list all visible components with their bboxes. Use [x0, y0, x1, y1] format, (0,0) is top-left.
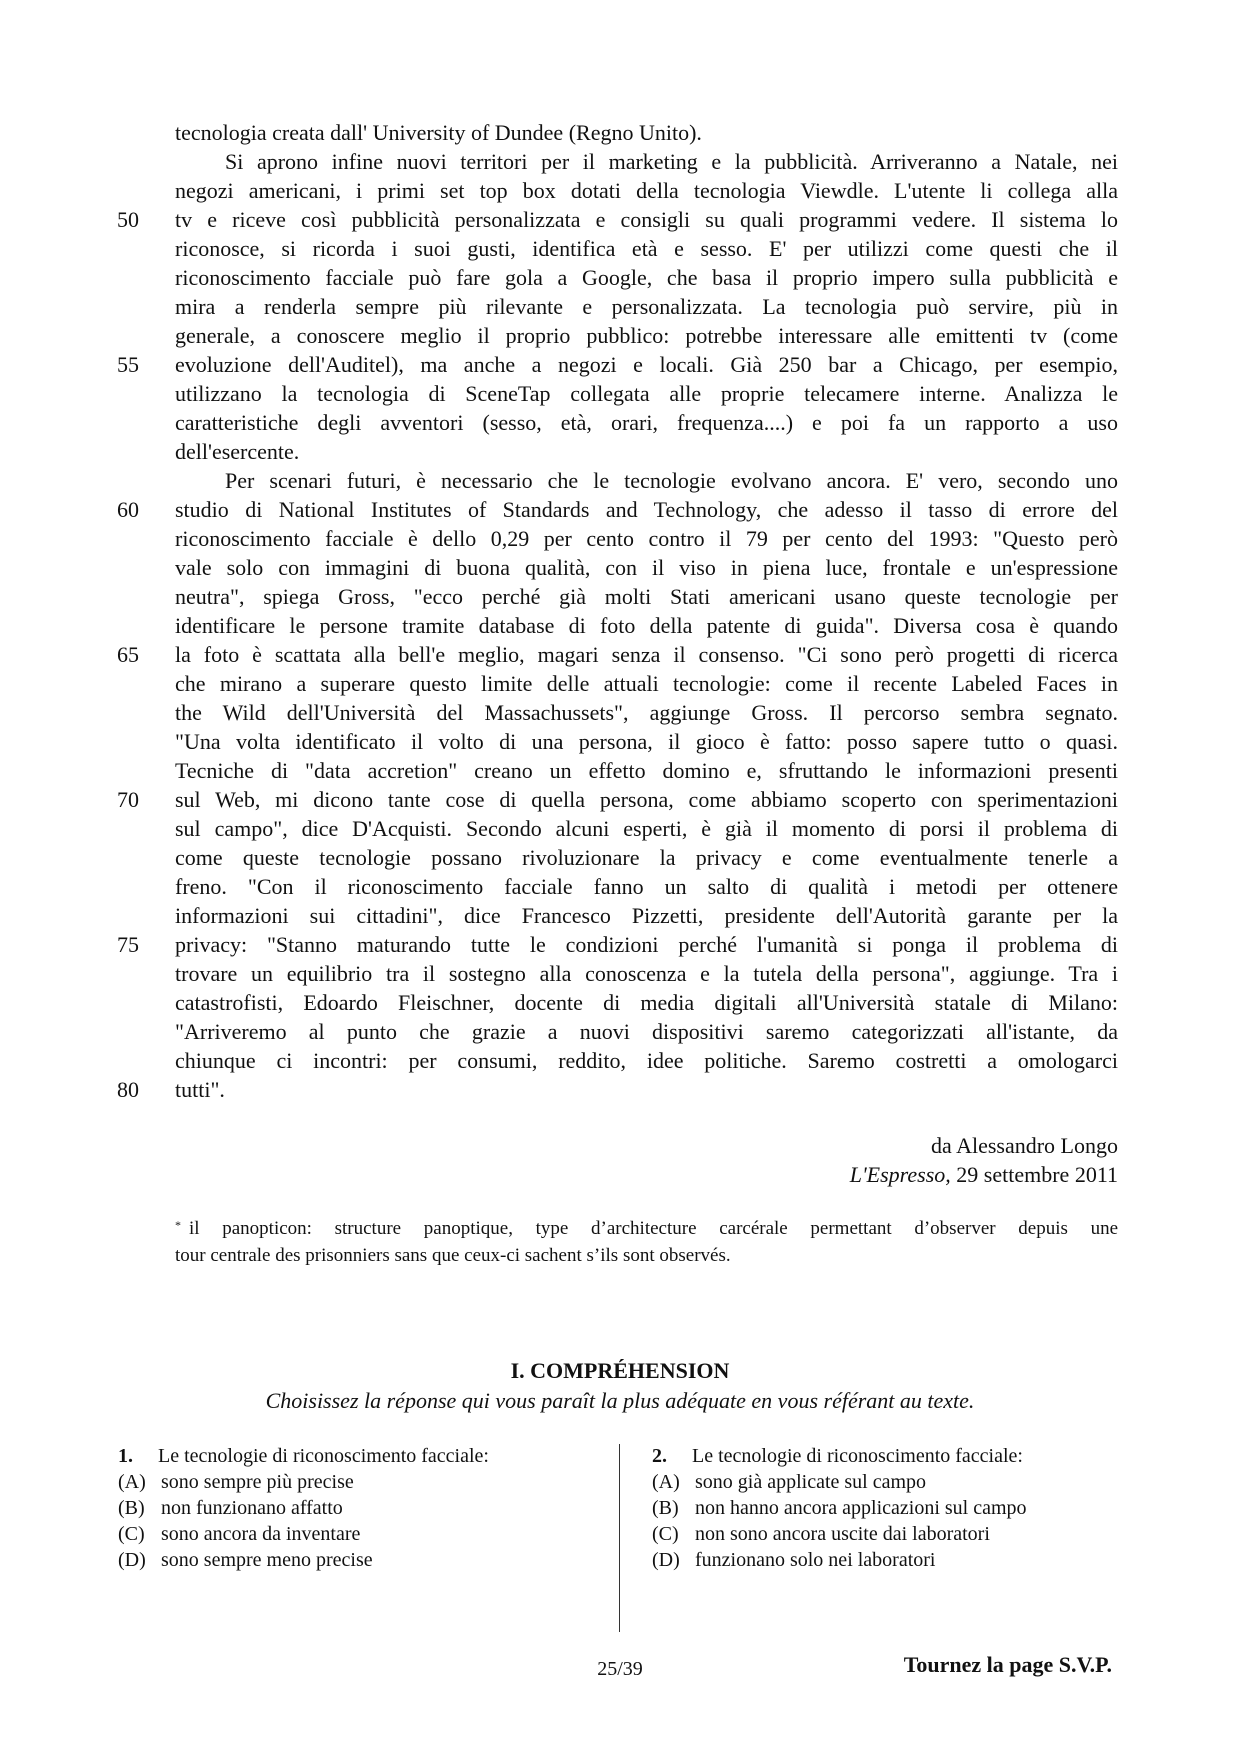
turn-page-note: Tournez la page S.V.P.: [903, 1652, 1112, 1677]
body-line: riconosce, si ricorda i suoi gusti, identifica età e sesso. E' per utilizzi come questi che il: [175, 236, 1118, 261]
body-line: trovare un equilibrio tra il sostegno alla conoscenza e la tutela della persona", aggiunge. Tra i: [175, 961, 1118, 986]
question-1: [118, 1443, 489, 1573]
body-line: identificare le persone tramite database di foto della patente di guida". Diversa cosa è quando: [175, 613, 1118, 638]
body-line: dell'esercente.: [175, 439, 300, 464]
body-line: informazioni sui cittadini", dice Francesco Pizzetti, presidente dell'Autorità garante per la: [175, 903, 1118, 928]
body-line: riconoscimento facciale è dello 0,29 per cento contro il 79 per cento del 1993: "Questo però: [175, 526, 1118, 551]
body-line: vale solo con immagini di buona qualità, con il viso in piena luce, frontale e un'espressione: [175, 555, 1118, 580]
body-line: catastrofisti, Edoardo Fleischner, docente di media digitali all'Università statale di Milano:: [175, 990, 1118, 1015]
body-line: tutti".: [175, 1077, 225, 1102]
question-text: Le tecnologie di riconoscimento facciale:: [692, 1445, 1023, 1467]
question-stem: [652, 1443, 1027, 1469]
body-line: caratteristiche degli avventori (sesso, età, orari, frequenza....) e poi fa un rapporto a uso: [175, 410, 1118, 435]
column-divider: [619, 1444, 620, 1632]
source-publication: [850, 1160, 1118, 1189]
body-line: evoluzione dell'Auditel), ma anche a negozi e locali. Già 250 bar a Chicago, per esempio,: [175, 352, 1118, 377]
body-line: "Arriveremo al punto che grazie a nuovi dispositivi saremo categorizzati all'istante, da: [175, 1019, 1118, 1044]
section-title: I. COMPRÉHENSION: [510, 1358, 730, 1383]
body-line: negozi americani, i primi set top box dotati della tecnologia Viewdle. L'utente li collega alla: [175, 178, 1118, 203]
question-number: 2.: [652, 1445, 667, 1467]
body-line: privacy: "Stanno maturando tutte le condizioni perché l'umanità si ponga il problema di: [175, 932, 1118, 957]
body-line: Si aprono infine nuovi territori per il marketing e la pubblicità. Arriveranno a Natale, nei: [225, 149, 1118, 174]
answer-option[interactable]: [118, 1547, 489, 1573]
option-letter: (A): [118, 1471, 146, 1493]
body-line: freno. "Con il riconoscimento facciale fanno un salto di qualità i metodi per ottenere: [175, 874, 1118, 899]
answer-option[interactable]: [652, 1495, 1027, 1521]
question-number: 1.: [118, 1445, 133, 1467]
question-stem: [118, 1443, 489, 1469]
option-text: sono ancora da inventare: [161, 1523, 361, 1545]
body-line: mira a renderla sempre più rilevante e personalizzata. La tecnologia può servire, più in: [175, 294, 1118, 319]
body-line: tecnologia creata dall' University of Dundee (Regno Unito).: [175, 120, 702, 145]
option-text: funzionano solo nei laboratori: [695, 1549, 936, 1571]
page-number: 25/39: [597, 1658, 643, 1680]
source-author: da Alessandro Longo: [931, 1133, 1118, 1158]
line-number: 75: [117, 932, 139, 957]
body-line: the Wild dell'Università del Massachussets", aggiunge Gross. Il percorso sembra segnato.: [175, 700, 1118, 725]
option-text: sono già applicate sul campo: [695, 1471, 927, 1493]
section-instruction: Choisissez la réponse qui vous paraît la plus adéquate en vous référant au texte.: [265, 1388, 975, 1413]
line-number: 60: [117, 497, 139, 522]
body-line: Per scenari futuri, è necessario che le tecnologie evolvano ancora. E' vero, secondo uno: [225, 468, 1118, 493]
body-line: la foto è scattata alla bell'e meglio, magari senza il consenso. "Ci sono però progetti di ricerca: [175, 642, 1118, 667]
option-letter: (D): [118, 1549, 146, 1571]
body-line: riconoscimento facciale può fare gola a Google, che basa il proprio impero sulla pubblicità e: [175, 265, 1118, 290]
answer-option[interactable]: [652, 1547, 1027, 1573]
option-text: non sono ancora uscite dai laboratori: [695, 1523, 990, 1545]
footnote-line: [175, 1215, 1118, 1242]
option-letter: (C): [118, 1523, 145, 1545]
option-text: sono sempre più precise: [161, 1471, 354, 1493]
body-line: sul campo", dice D'Acquisti. Secondo alcuni esperti, è già il momento di porsi il problema di: [175, 816, 1118, 841]
body-line: come queste tecnologie possano rivoluzionare la privacy e come eventualmente tenerle a: [175, 845, 1118, 870]
footnote-marker: *: [175, 1218, 181, 1232]
answer-option[interactable]: [652, 1469, 1027, 1495]
question-text: Le tecnologie di riconoscimento facciale:: [158, 1445, 489, 1467]
option-letter: (B): [652, 1497, 679, 1519]
answer-option[interactable]: [118, 1469, 489, 1495]
answer-option[interactable]: [652, 1521, 1027, 1547]
body-line: che mirano a superare questo limite delle attuali tecnologie: come il recente Labeled Faces in: [175, 671, 1118, 696]
option-text: sono sempre meno precise: [161, 1549, 373, 1571]
body-line: studio di National Institutes of Standards and Technology, che adesso il tasso di errore del: [175, 497, 1118, 522]
body-line: tv e riceve così pubblicità personalizzata e consigli su quali programmi vedere. Il sistema lo: [175, 207, 1118, 232]
body-line: "Una volta identificato il volto di una persona, il gioco è fatto: posso sapere tutto o quasi.: [175, 729, 1118, 754]
option-letter: (D): [652, 1549, 680, 1571]
line-number: 50: [117, 207, 139, 232]
body-line: neutra", spiega Gross, "ecco perché già molti Stati americani usano queste tecnologie per: [175, 584, 1118, 609]
footnote-line: tour centrale des prisonniers sans que ceux-ci sachent s’ils sont observés.: [175, 1245, 731, 1266]
line-number: 70: [117, 787, 139, 812]
option-text: non hanno ancora applicazioni sul campo: [695, 1497, 1027, 1519]
footnote-text: il panopticon: structure panoptique, type d’architecture carcérale permettant d’observer depuis une: [189, 1218, 1118, 1239]
body-line: utilizzano la tecnologia di SceneTap collegata alle proprie telecamere interne. Analizza le: [175, 381, 1118, 406]
body-line: Tecniche di "data accretion" creano un effetto domino e, sfruttando le informazioni presenti: [175, 758, 1118, 783]
source-journal: L'Espresso,: [849, 1162, 951, 1187]
footnote: [175, 1215, 1118, 1269]
line-number: 65: [117, 642, 139, 667]
option-text: non funzionano affatto: [161, 1497, 343, 1519]
source-date: 29 settembre 2011: [950, 1162, 1118, 1187]
option-letter: (A): [652, 1471, 680, 1493]
answer-option[interactable]: [118, 1495, 489, 1521]
body-line: chiunque ci incontri: per consumi, reddito, idee politiche. Saremo costretti a omologarci: [175, 1048, 1118, 1073]
option-letter: (B): [118, 1497, 145, 1519]
line-number: 80: [117, 1077, 139, 1102]
answer-option[interactable]: [118, 1521, 489, 1547]
option-letter: (C): [652, 1523, 679, 1545]
line-number: 55: [117, 352, 139, 377]
body-line: generale, a conoscere meglio il proprio pubblico: potrebbe interessare alle emittenti tv (come: [175, 323, 1118, 348]
question-2: [652, 1443, 1027, 1573]
body-line: sul Web, mi dicono tante cose di quella persona, come abbiamo scoperto con sperimentazioni: [175, 787, 1118, 812]
